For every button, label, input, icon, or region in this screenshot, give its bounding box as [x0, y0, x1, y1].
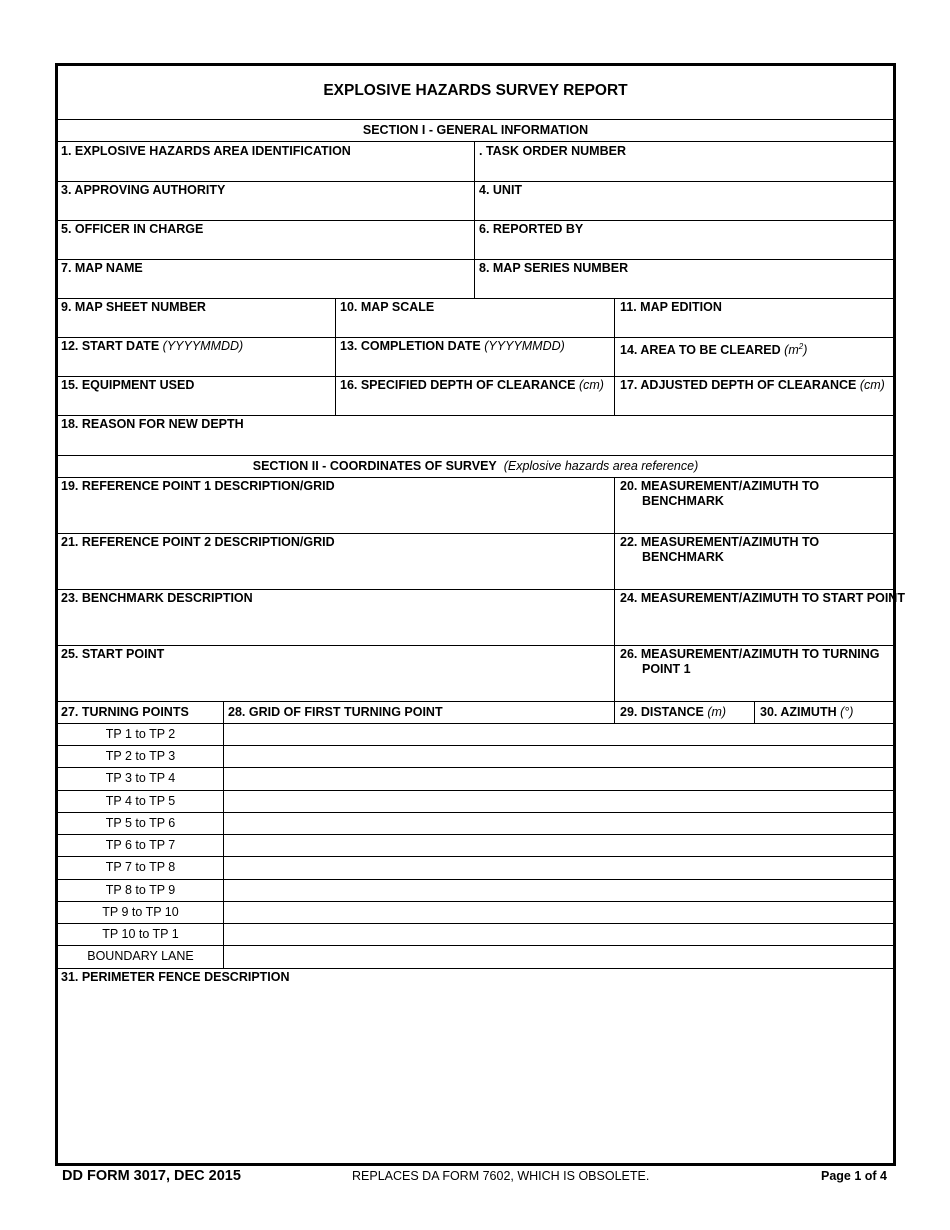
label-measurement-start-point: 24. MEASUREMENT/AZIMUTH TO START POINT [620, 591, 905, 605]
turning-point-input[interactable] [225, 925, 892, 944]
rule [58, 141, 893, 142]
rule [335, 298, 336, 415]
label-completion-date: 13. COMPLETION DATE (YYYYMMDD) [340, 339, 565, 353]
label-start-point: 25. START POINT [61, 647, 165, 661]
label-officer-in-charge: 5. OFFICER IN CHARGE [61, 222, 204, 236]
label-reported-by: 6. REPORTED BY [479, 222, 584, 236]
label-measurement-benchmark-2: 22. MEASUREMENT/AZIMUTH TO BENCHMARK [620, 535, 820, 564]
rule [58, 119, 893, 120]
turning-point-input[interactable] [225, 836, 892, 855]
turning-point-input[interactable] [225, 903, 892, 922]
rule [58, 376, 893, 377]
label-benchmark-description: 23. BENCHMARK DESCRIPTION [61, 591, 253, 605]
turning-point-row-label: TP 4 to TP 5 [105, 794, 176, 808]
turning-point-input[interactable] [225, 792, 892, 811]
rule [614, 477, 615, 723]
label-turning-points: 27. TURNING POINTS [61, 705, 189, 719]
label-unit: 4. UNIT [479, 183, 523, 197]
area-to-be-cleared-input[interactable] [617, 356, 891, 375]
turning-point-input[interactable] [225, 747, 892, 766]
rule [223, 701, 224, 968]
label-reason-for-new-depth: 18. REASON FOR NEW DEPTH [61, 417, 244, 431]
completion-date-input[interactable] [338, 356, 612, 375]
rule [58, 589, 893, 590]
label-reference-point-2: 21. REFERENCE POINT 2 DESCRIPTION/GRID [61, 535, 335, 549]
adjusted-depth-input[interactable] [617, 395, 891, 414]
turning-point-row-label: TP 6 to TP 7 [105, 838, 176, 852]
page-number: Page 1 of 4 [821, 1169, 887, 1183]
reason-for-new-depth-input[interactable] [60, 434, 891, 454]
rule [474, 141, 475, 298]
reported-by-input[interactable] [477, 239, 891, 258]
turning-point-row-label: TP 1 to TP 2 [105, 727, 176, 741]
turning-point-row-label: TP 10 to TP 1 [102, 927, 179, 941]
replaces-note: REPLACES DA FORM 7602, WHICH IS OBSOLETE. [352, 1169, 650, 1183]
approving-authority-input[interactable] [60, 200, 472, 219]
label-area-identification: 1. EXPLOSIVE HAZARDS AREA IDENTIFICATION [61, 144, 351, 158]
turning-point-input[interactable] [225, 725, 892, 744]
map-scale-input[interactable] [338, 317, 612, 336]
rule [58, 298, 893, 299]
rule [58, 968, 893, 969]
turning-point-row-label: TP 2 to TP 3 [105, 749, 176, 763]
label-map-sheet-number: 9. MAP SHEET NUMBER [61, 300, 206, 314]
label-adjusted-depth: 17. ADJUSTED DEPTH OF CLEARANCE (cm) [620, 378, 885, 392]
task-order-number-input[interactable] [477, 161, 891, 180]
rule [58, 181, 893, 182]
start-date-input[interactable] [60, 356, 333, 375]
turning-point-row-label: TP 7 to TP 8 [105, 860, 176, 874]
rule [58, 415, 893, 416]
turning-point-input[interactable] [225, 947, 892, 967]
turning-point-input[interactable] [225, 814, 892, 833]
turning-point-row-label: TP 3 to TP 4 [105, 771, 176, 785]
rule [58, 533, 893, 534]
label-perimeter-fence-description: 31. PERIMETER FENCE DESCRIPTION [61, 970, 290, 984]
turning-point-input[interactable] [225, 881, 892, 900]
specified-depth-input[interactable] [338, 395, 612, 414]
label-approving-authority: 3. APPROVING AUTHORITY [61, 183, 226, 197]
rule [614, 298, 615, 415]
rule [754, 701, 755, 723]
turning-point-input[interactable] [225, 769, 892, 789]
perimeter-fence-description-input[interactable] [60, 988, 891, 1162]
label-grid-first-turning-point: 28. GRID OF FIRST TURNING POINT [228, 705, 443, 719]
rule [58, 477, 893, 478]
turning-point-row-label: TP 5 to TP 6 [105, 816, 176, 830]
unit-input[interactable] [477, 200, 891, 219]
label-distance: 29. DISTANCE (m) [620, 705, 727, 719]
label-specified-depth: 16. SPECIFIED DEPTH OF CLEARANCE (cm) [340, 378, 604, 392]
label-equipment-used: 15. EQUIPMENT USED [61, 378, 195, 392]
equipment-used-input[interactable] [60, 395, 333, 414]
area-identification-input[interactable] [60, 161, 472, 180]
rule [58, 220, 893, 221]
officer-in-charge-input[interactable] [60, 239, 472, 258]
rule [58, 645, 893, 646]
map-sheet-number-input[interactable] [60, 317, 333, 336]
label-map-name: 7. MAP NAME [61, 261, 143, 275]
rule [58, 259, 893, 260]
label-map-edition: 11. MAP EDITION [620, 300, 722, 314]
section-2-header: SECTION II - COORDINATES OF SURVEY (Explosive hazards area reference) [252, 459, 699, 473]
map-name-input[interactable] [60, 278, 472, 297]
label-map-scale: 10. MAP SCALE [340, 300, 435, 314]
rule [58, 337, 893, 338]
turning-point-row-label: BOUNDARY LANE [87, 949, 194, 963]
label-azimuth: 30. AZIMUTH (°) [760, 705, 854, 719]
section-1-header: SECTION I - GENERAL INFORMATION [362, 123, 589, 137]
label-measurement-benchmark-1: 20. MEASUREMENT/AZIMUTH TO BENCHMARK [620, 479, 820, 508]
label-task-order-number: . TASK ORDER NUMBER [479, 144, 626, 158]
rule [58, 455, 893, 456]
label-area-to-be-cleared: 14. AREA TO BE CLEARED $(m^2)$ [620, 342, 808, 358]
turning-point-row-label: TP 9 to TP 10 [102, 905, 179, 919]
turning-point-row-label: TP 8 to TP 9 [105, 883, 176, 897]
label-map-series-number: 8. MAP SERIES NUMBER [479, 261, 629, 275]
rule [58, 701, 893, 702]
label-measurement-turning-point: 26. MEASUREMENT/AZIMUTH TO TURNING POINT 1 [620, 647, 880, 676]
label-start-date: 12. START DATE (YYYYMMDD) [61, 339, 244, 353]
form-title: EXPLOSIVE HAZARDS SURVEY REPORT [323, 82, 628, 99]
map-series-number-input[interactable] [477, 278, 891, 297]
form-number: DD FORM 3017, DEC 2015 [62, 1168, 241, 1184]
turning-point-input[interactable] [225, 858, 892, 878]
label-reference-point-1: 19. REFERENCE POINT 1 DESCRIPTION/GRID [61, 479, 335, 493]
map-edition-input[interactable] [617, 317, 891, 336]
